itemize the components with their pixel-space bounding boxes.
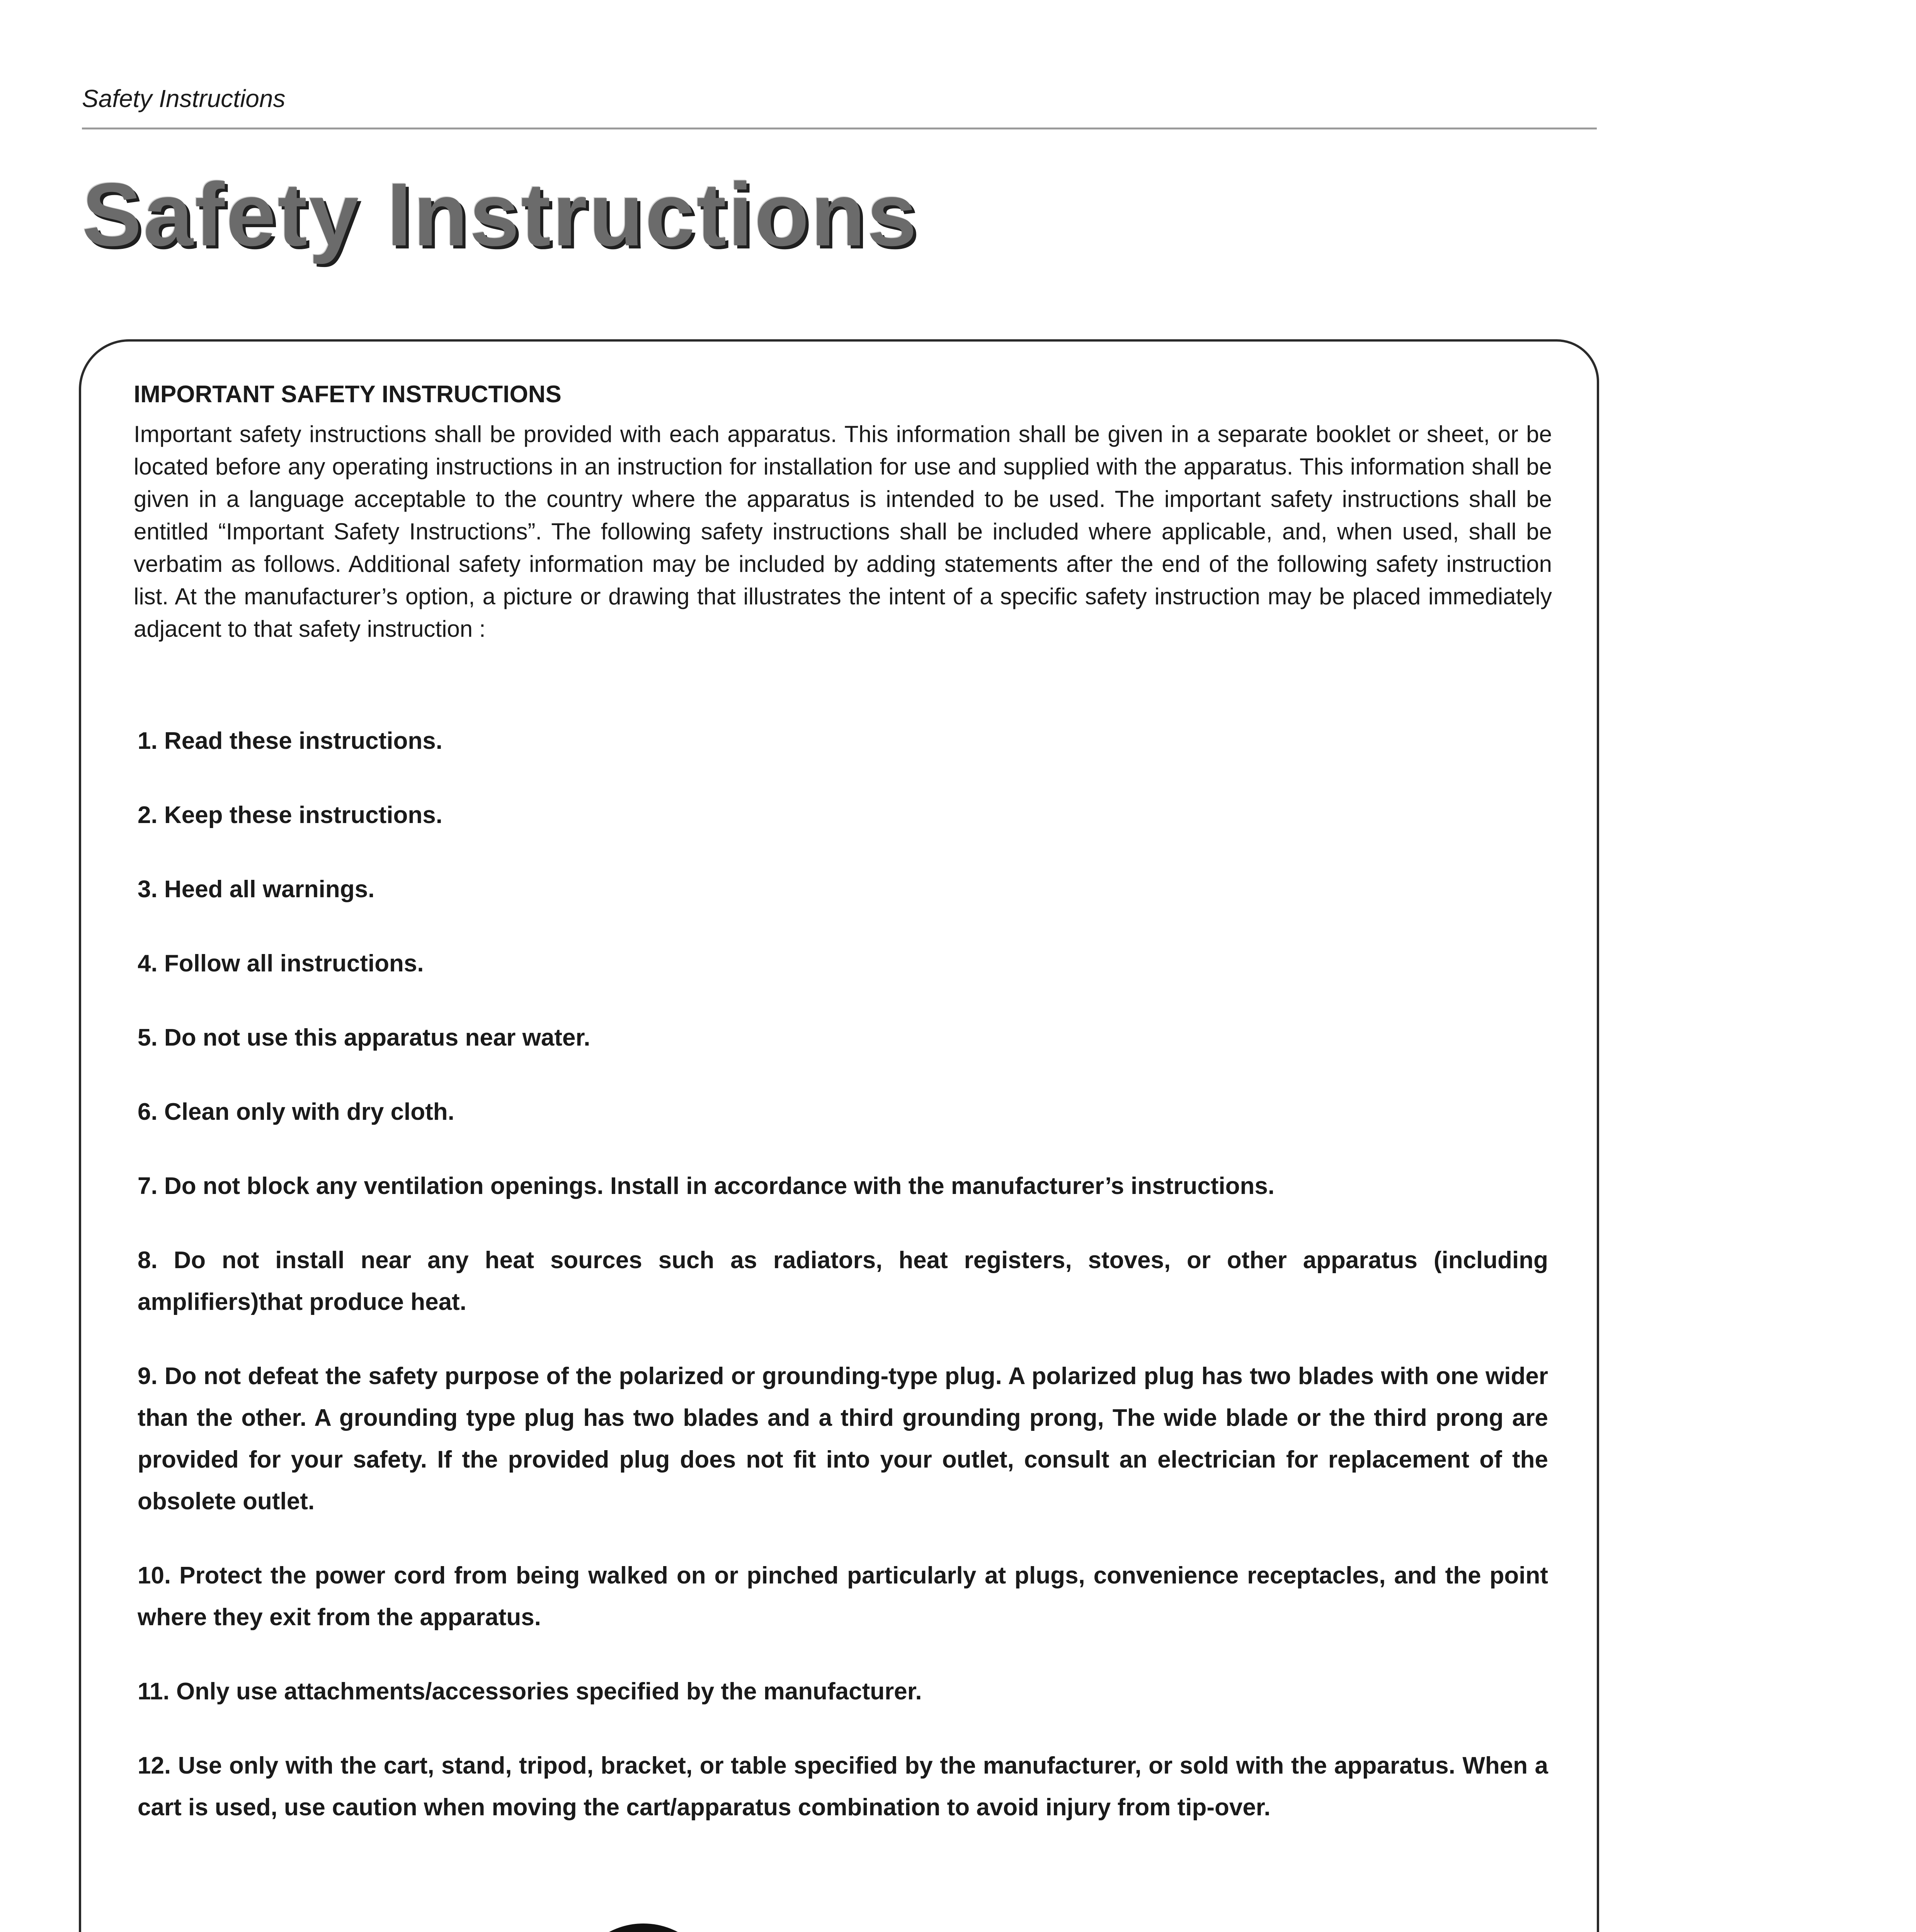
instruction-item-12: 12. Use only with the cart, stand, tripod, bracket, or table specified by the manufacturer, or sold with the apparatus. When a cart is used, use caution when moving the cart/apparatus combination to avoid injury from tip-over. [138,1752,1548,1821]
instruction-item-5: 5. Do not use this apparatus near water. [138,1024,590,1051]
page-title: Safety Instructions [82,165,919,265]
instruction-item-10: 10. Protect the power cord from being walked on or pinched particularly at plugs, convenience receptacles, and the point where they exit from the apparatus. [138,1562,1548,1631]
instruction-item-1: 1. Read these instructions. [138,728,442,754]
intro-paragraph: Important safety instructions shall be provided with each apparatus. This information shall be given in a separate booklet or sheet, or be located before any operating instructions in an instruction for installation for use and supplied with the apparatus. This information shall be given in a language acceptable to the country where the apparatus is intended to be used. The important safety instructions shall be entitled “Important Safety Instructions”. The following safety instructions shall be included where applicable, and, when used, shall be verbatim as follows. Additional safety information may be included by adding statements after the end of the following safety instruction list. At the manufacturer’s option, a picture or drawing that illustrates the intent of a specific safety instruction may be placed immediately adjacent to that safety instruction : [134,421,1552,642]
box-intro-section [134,380,1552,645]
running-header: Safety Instructions [82,85,286,112]
instruction-item-6: 6. Clean only with dry cloth. [138,1099,454,1125]
instruction-item-11: 11. Only use attachments/accessories specified by the manufacturer. [138,1678,922,1705]
instruction-item-8: 8. Do not install near any heat sources such as radiators, heat registers, stoves, or other apparatus (including amplifiers)that produce heat. [138,1247,1548,1315]
instruction-item-3: 3. Heed all warnings. [138,876,375,903]
instruction-item-4: 4. Follow all instructions. [138,950,424,977]
instruction-item-7: 7. Do not block any ventilation openings. Install in accordance with the manufacturer’s instructions. [138,1173,1275,1199]
portable-cart-warning-icon [562,1920,725,1932]
instruction-list [138,720,1548,1861]
instruction-item-2: 2. Keep these instructions. [138,802,442,828]
header-divider [82,128,1597,129]
instruction-item-9: 9. Do not defeat the safety purpose of the polarized or grounding-type plug. A polarized plug has two blades with one wider than the other. A grounding type plug has two blades and a third grounding prong, The wide blade or the third prong are provided for your safety. If the provided plug does not fit into your outlet, consult an electrician for replacement of the obsolete outlet. [138,1363,1548,1515]
safety-instructions-box [79,339,1599,1932]
section-heading: IMPORTANT SAFETY INSTRUCTIONS [134,381,562,408]
cart-warning-figure [497,1920,790,1932]
